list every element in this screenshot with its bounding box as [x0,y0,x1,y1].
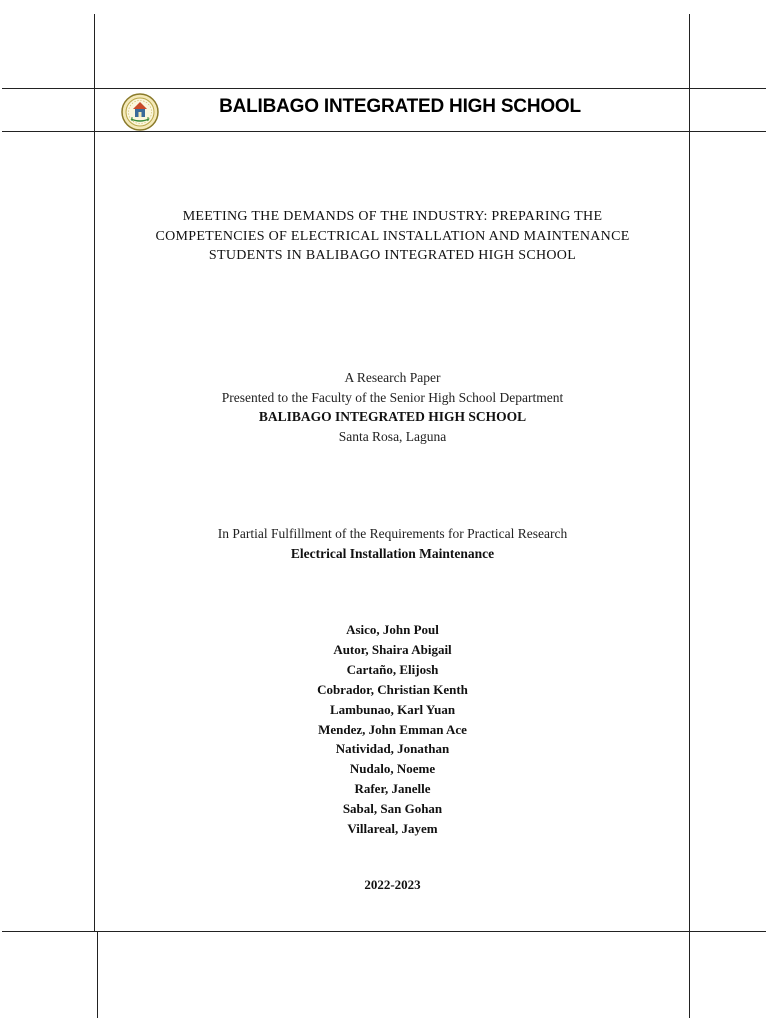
author-name: Cartaño, Elijosh [346,661,439,677]
school-name-header: BALIBAGO INTEGRATED HIGH SCHOOL [219,96,581,117]
presented-to: Presented to the Faculty of the Senior High School Department [221,389,564,405]
left-margin-line [94,14,95,932]
title-line-3: STUDENTS IN BALIBAGO INTEGRATED HIGH SCHOOL [208,248,577,263]
author-name: Lambunao, Karl Yuan [329,701,456,717]
author-name: Rafer, Janelle [354,781,431,797]
author-name: Autor, Shaira Abigail [333,641,452,657]
author-name: Natividad, Jonathan [335,741,450,757]
subject-name: Electrical Installation Maintenance [290,545,495,561]
school-year: 2022-2023 [364,877,421,892]
author-name: Sabal, San Gohan [342,801,443,817]
author-name: Villareal, Jayem [347,821,438,837]
footer-rule [2,931,766,932]
header-bottom-rule [2,131,766,132]
research-title [100,207,685,266]
author-list [100,620,685,839]
school-seal-icon [120,92,160,132]
presentation-block [100,368,685,446]
school-location: Santa Rosa, Laguna [338,428,447,444]
fulfillment-block [100,524,685,563]
header-top-rule [2,88,766,89]
left-margin-line-bottom [97,932,98,1018]
author-name: Asico, John Poul [346,622,439,637]
paper-type: A Research Paper [344,370,441,385]
author-name: Mendez, John Emman Ace [318,721,467,737]
author-name: Nudalo, Noeme [349,761,436,777]
right-margin-line [689,14,690,1018]
author-name: Cobrador, Christian Kenth [317,681,468,697]
title-line-2: COMPETENCIES OF ELECTRICAL INSTALLATION AND MAINTENANCE [155,228,630,244]
presented-school: BALIBAGO INTEGRATED HIGH SCHOOL [258,409,527,424]
title-line-1: MEETING THE DEMANDS OF THE INDUSTRY: PREPARING THE [182,209,603,224]
fulfillment-statement: In Partial Fulfillment of the Requirements for Practical Research [217,526,568,541]
